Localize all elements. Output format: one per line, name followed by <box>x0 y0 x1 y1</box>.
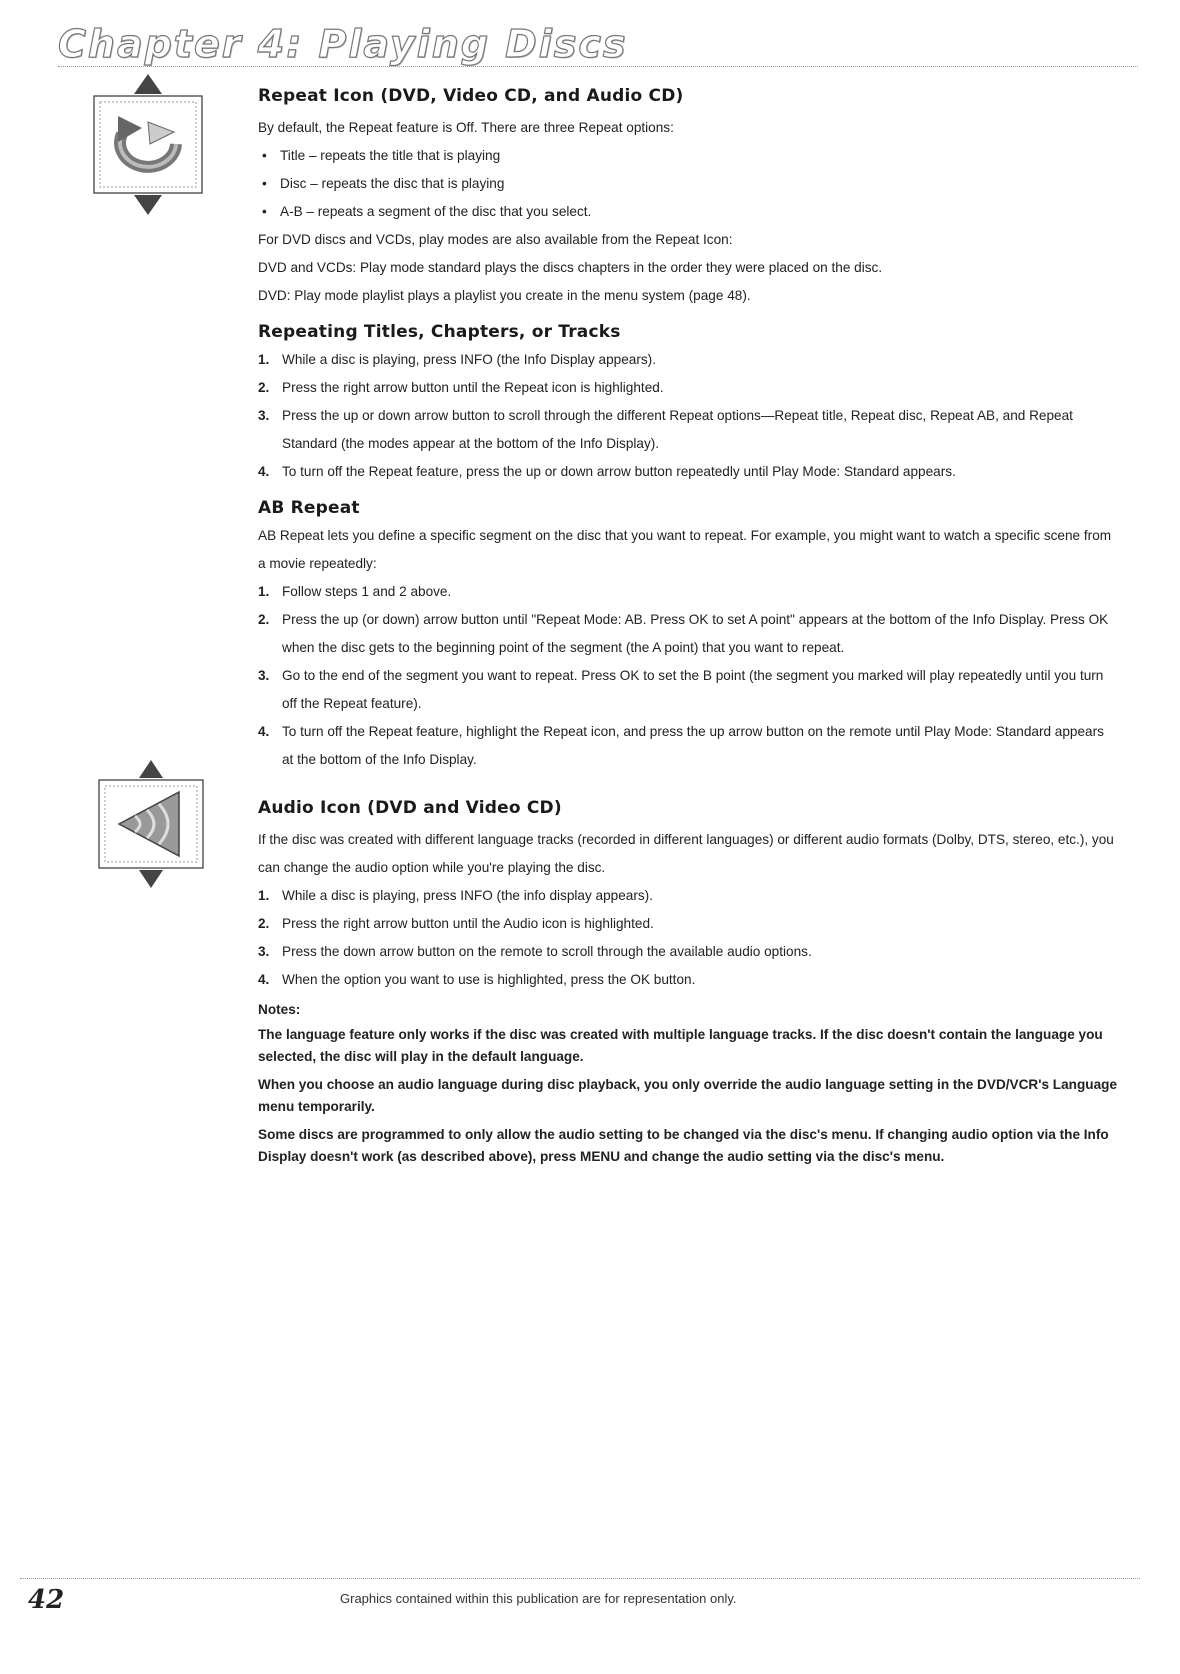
step-number: 2. <box>258 916 270 931</box>
step-number: 3. <box>258 944 270 959</box>
step-number: 1. <box>258 352 270 367</box>
audio-steps <box>258 882 1118 994</box>
step-item <box>258 718 1118 774</box>
audio-icon <box>95 758 207 890</box>
step-text: While a disc is playing, press INFO (the Info Display appears). <box>282 352 656 367</box>
step-text: Press the down arrow button on the remote to scroll through the available audio options. <box>282 944 812 959</box>
list-item: • A-B – repeats a segment of the disc that you select. <box>258 198 1118 226</box>
step-text: Press the up (or down) arrow button until "Repeat Mode: AB. Press OK to set A point" appears at the bottom of the Info Display. Press OK when the disc gets to the beginning point of the segment (the A point) that you want to repeat. <box>282 612 1109 655</box>
ab-repeat-heading: AB Repeat <box>258 498 360 518</box>
footer-disclaimer: Graphics contained within this publication are for representation only. <box>340 1591 737 1606</box>
step-item <box>258 458 1118 486</box>
step-number: 2. <box>258 380 270 395</box>
step-number: 3. <box>258 408 270 423</box>
step-item <box>258 938 1118 966</box>
step-item <box>258 346 1118 374</box>
step-text: When the option you want to use is highlighted, press the OK button. <box>282 972 696 987</box>
step-text: Press the up or down arrow button to scroll through the different Repeat options—Repeat title, Repeat disc, Repeat AB, and Repeat Standard (the modes appear at the bottom of the Info Display). <box>282 408 1073 451</box>
step-text: While a disc is playing, press INFO (the info display appears). <box>282 888 653 903</box>
step-item <box>258 374 1118 402</box>
repeat-content <box>258 82 1118 774</box>
step-item <box>258 662 1118 718</box>
audio-heading: Audio Icon (DVD and Video CD) <box>258 798 562 818</box>
step-number: 1. <box>258 888 270 903</box>
repeating-heading: Repeating Titles, Chapters, or Tracks <box>258 322 621 342</box>
repeat-intro: By default, the Repeat feature is Off. There are three Repeat options: <box>258 120 674 135</box>
step-item <box>258 578 1118 606</box>
note: When you choose an audio language during disc playback, you only override the audio language setting in the DVD/VCR's Language menu temporarily. <box>258 1077 1118 1114</box>
step-number: 3. <box>258 668 270 683</box>
page-number: 42 <box>28 1585 65 1615</box>
step-item <box>258 910 1118 938</box>
note: Some discs are programmed to only allow the audio setting to be changed via the disc's menu. If changing audio option via the Info Display doesn't work (as described above), press MENU and change the audio setting via the disc's menu. <box>258 1127 1109 1164</box>
ab-repeat-steps <box>258 578 1118 774</box>
repeat-icon <box>88 72 208 217</box>
step-item <box>258 882 1118 910</box>
step-number: 1. <box>258 584 270 599</box>
step-text: Follow steps 1 and 2 above. <box>282 584 452 599</box>
note: The language feature only works if the disc was created with multiple language tracks. If the disc doesn't contain the language you selected, the disc will play in the default language. <box>258 1027 1103 1064</box>
repeating-steps <box>258 346 1118 486</box>
repeat-para-2: DVD and VCDs: Play mode standard plays the discs chapters in the order they were placed on the disc. <box>258 260 883 275</box>
repeat-options-list <box>258 142 1118 226</box>
step-number: 4. <box>258 464 270 479</box>
notes-label: Notes: <box>258 1002 301 1017</box>
step-text: To turn off the Repeat feature, press the up or down arrow button repeatedly until Play Mode: Standard appears. <box>282 464 956 479</box>
chapter-header <box>58 18 1138 67</box>
step-text: Go to the end of the segment you want to repeat. Press OK to set the B point (the segment you marked will play repeatedly until you turn off the Repeat feature). <box>282 668 1104 711</box>
audio-intro: If the disc was created with different language tracks (recorded in different languages) or different audio formats (Dolby, DTS, stereo, etc.), you can change the audio option while you're playing the disc. <box>258 832 1114 875</box>
audio-content <box>258 794 1118 1174</box>
page-footer <box>20 1578 1140 1619</box>
step-number: 2. <box>258 612 270 627</box>
list-item: • Title – repeats the title that is playing <box>258 142 1118 170</box>
repeat-para-1: For DVD discs and VCDs, play modes are also available from the Repeat Icon: <box>258 232 733 247</box>
step-number: 4. <box>258 724 270 739</box>
ab-repeat-intro: AB Repeat lets you define a specific segment on the disc that you want to repeat. For example, you might want to watch a specific scene from a movie repeatedly: <box>258 528 1112 571</box>
step-text: Press the right arrow button until the Audio icon is highlighted. <box>282 916 654 931</box>
step-item <box>258 966 1118 994</box>
list-item: • Disc – repeats the disc that is playing <box>258 170 1118 198</box>
repeat-heading: Repeat Icon (DVD, Video CD, and Audio CD) <box>258 86 684 106</box>
step-number: 4. <box>258 972 270 987</box>
chapter-title: Chapter 4: Playing Discs <box>58 22 628 66</box>
step-item <box>258 606 1118 662</box>
step-item <box>258 402 1118 458</box>
repeat-para-3: DVD: Play mode playlist plays a playlist you create in the menu system (page 48). <box>258 288 751 303</box>
step-text: To turn off the Repeat feature, highlight the Repeat icon, and press the up arrow button on the remote until Play Mode: Standard appears at the bottom of the Info Display. <box>282 724 1104 767</box>
step-text: Press the right arrow button until the Repeat icon is highlighted. <box>282 380 664 395</box>
